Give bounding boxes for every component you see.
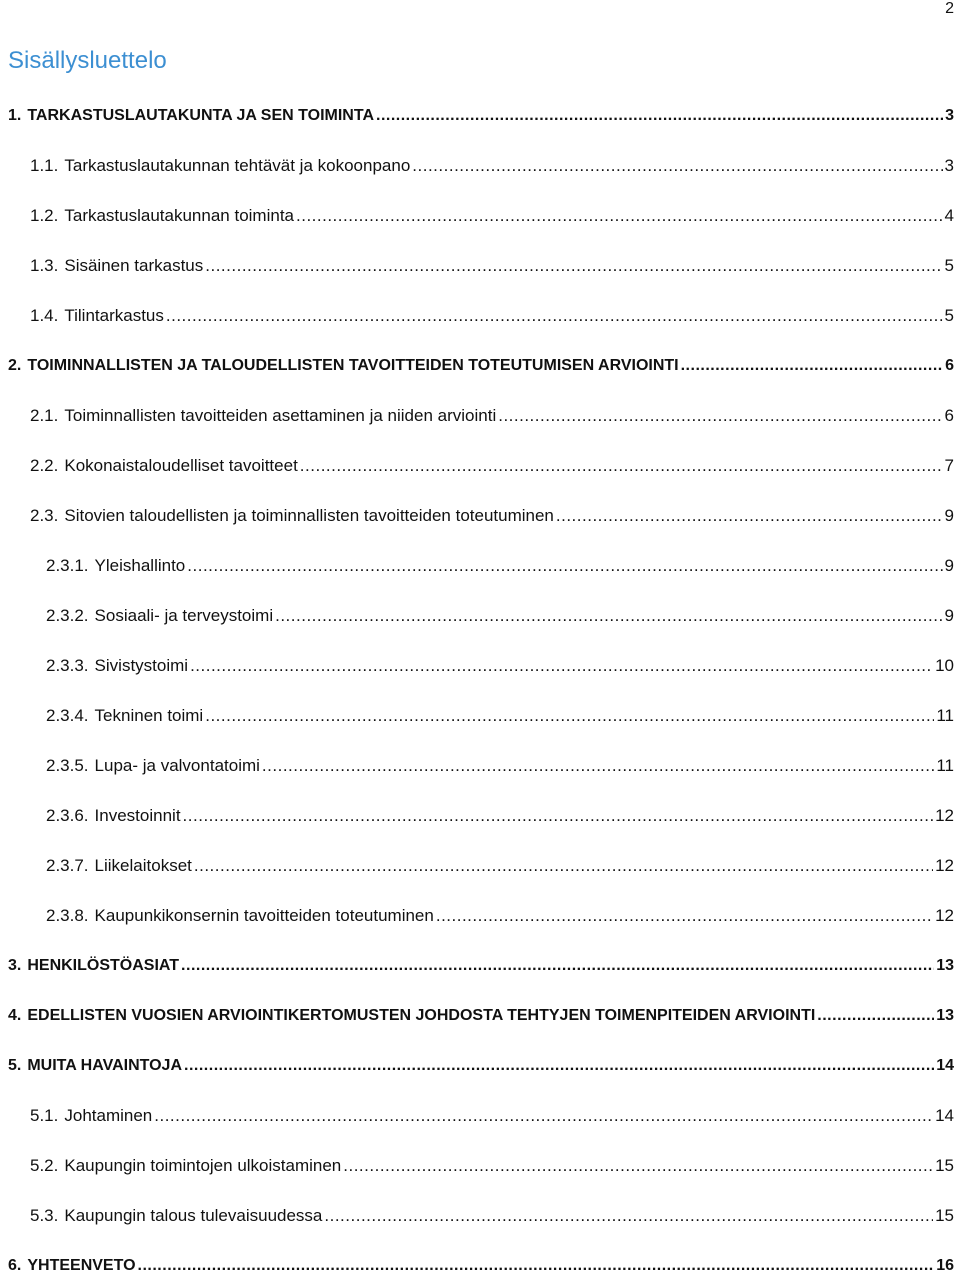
toc-entry-2-3-6[interactable]: 2.3.6. Investoinnit ..... 12	[46, 805, 954, 827]
toc-entry-1-4[interactable]: 1.4. Tilintarkastus ..... 5	[30, 305, 954, 327]
toc-entry-1-2[interactable]: 1.2. Tarkastuslautakunnan toiminta ..... 4	[30, 205, 954, 227]
dot-leader	[324, 1205, 933, 1227]
dot-leader	[187, 555, 942, 577]
dot-leader	[343, 1155, 933, 1177]
dot-leader	[296, 205, 943, 227]
dot-leader	[436, 905, 933, 927]
toc-entry-2-3-7[interactable]: 2.3.7. Liikelaitokset ..... 12	[46, 855, 954, 877]
toc-entry-2-3-8[interactable]: 2.3.8. Kaupunkikonsernin tavoitteiden toteutuminen ..... 12	[46, 905, 954, 927]
toc-entry-2-2[interactable]: 2.2. Kokonaistaloudelliset tavoitteet ..... 7	[30, 455, 954, 477]
toc-entry-5-1[interactable]: 5.1. Johtaminen ..... 14	[30, 1105, 954, 1127]
toc-entry-2-3-3[interactable]: 2.3.3. Sivistystoimi ..... 10	[46, 655, 954, 677]
dot-leader	[498, 405, 942, 427]
dot-leader	[681, 355, 943, 377]
dot-leader	[262, 755, 934, 777]
page-number: 2	[945, 0, 954, 17]
dot-leader	[138, 1255, 935, 1277]
toc-entry-2[interactable]: 2. TOIMINNALLISTEN JA TALOUDELLISTEN TAVOITTEIDEN TOTEUTUMISEN ARVIOINTI ..... 6	[8, 355, 954, 377]
dot-leader	[275, 605, 942, 627]
dot-leader	[183, 805, 934, 827]
toc-entry-2-3-2[interactable]: 2.3.2. Sosiaali- ja terveystoimi ..... 9	[46, 605, 954, 627]
dot-leader	[181, 955, 934, 977]
dot-leader	[166, 305, 943, 327]
toc-entry-2-3-5[interactable]: 2.3.5. Lupa- ja valvontatoimi ..... 11	[46, 755, 954, 777]
dot-leader	[184, 1055, 934, 1077]
dot-leader	[817, 1005, 934, 1027]
toc-entry-1[interactable]: 1. TARKASTUSLAUTAKUNTA JA SEN TOIMINTA ..... 3	[8, 105, 954, 127]
toc-entry-3[interactable]: 3. HENKILÖSTÖASIAT ..... 13	[8, 955, 954, 977]
toc-entry-1-3[interactable]: 1.3. Sisäinen tarkastus ..... 5	[30, 255, 954, 277]
toc-entry-2-3-4[interactable]: 2.3.4. Tekninen toimi ..... 11	[46, 705, 954, 727]
toc-entry-5-3[interactable]: 5.3. Kaupungin talous tulevaisuudessa ..... 15	[30, 1205, 954, 1227]
toc-entry-2-1[interactable]: 2.1. Toiminnallisten tavoitteiden asettaminen ja niiden arviointi ..... 6	[30, 405, 954, 427]
dot-leader	[300, 455, 943, 477]
dot-leader	[376, 105, 943, 127]
dot-leader	[205, 705, 934, 727]
toc-entry-4[interactable]: 4. EDELLISTEN VUOSIEN ARVIOINTIKERTOMUSTEN JOHDOSTA TEHTYJEN TOIMENPITEIDEN ARVIOINTI ..... 13	[8, 1005, 954, 1027]
toc-entry-2-3-1[interactable]: 2.3.1. Yleishallinto ..... 9	[46, 555, 954, 577]
toc-entry-5-2[interactable]: 5.2. Kaupungin toimintojen ulkoistaminen ..... 15	[30, 1155, 954, 1177]
dot-leader	[556, 505, 943, 527]
dot-leader	[412, 155, 942, 177]
dot-leader	[154, 1105, 933, 1127]
toc-entry-2-3[interactable]: 2.3. Sitovien taloudellisten ja toiminnallisten tavoitteiden toteutuminen ..... 9	[30, 505, 954, 527]
toc-entry-6[interactable]: 6. YHTEENVETO ..... 16	[8, 1255, 954, 1277]
dot-leader	[190, 655, 933, 677]
toc-title: Sisällysluettelo	[8, 47, 167, 74]
toc-entry-1-1[interactable]: 1.1. Tarkastuslautakunnan tehtävät ja kokoonpano ..... 3	[30, 155, 954, 177]
dot-leader	[194, 855, 933, 877]
dot-leader	[205, 255, 942, 277]
toc-entry-5[interactable]: 5. MUITA HAVAINTOJA ..... 14	[8, 1055, 954, 1077]
